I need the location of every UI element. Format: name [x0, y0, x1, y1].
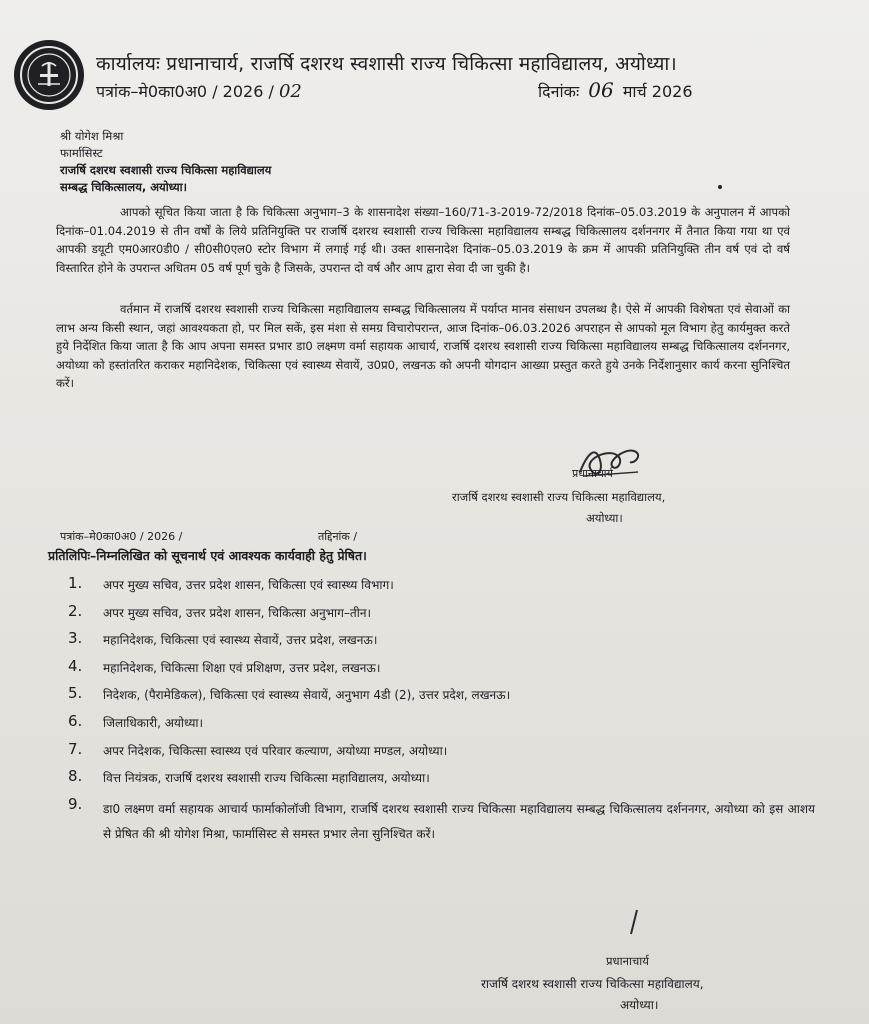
- signatory-title-2: प्रधानाचार्य: [606, 954, 649, 968]
- addressee-designation: फार्मासिस्ट: [60, 146, 103, 160]
- list-item: 2. अपर मुख्य सचिव, उत्तर प्रदेश शासन, चिकित्सा अनुभाग–तीन।: [68, 601, 372, 620]
- list-item: 8. वित्त नियंत्रक, राजर्षि दशरथ स्वशासी राज्य चिकित्सा महाविद्यालय, अयोध्या।: [68, 767, 430, 786]
- copy-reference: पत्रांक–मे0का0अ0 / 2026 /: [60, 530, 183, 543]
- office-title: कार्यालयः प्रधानाचार्य, राजर्षि दशरथ स्वशासी राज्य चिकित्सा महाविद्यालय, अयोध्या।: [96, 53, 677, 75]
- list-item: 1. अपर मुख्य सचिव, उत्तर प्रदेश शासन, चिकित्सा एवं स्वास्थ्य विभाग।: [68, 574, 394, 592]
- body-paragraph-1: आपको सूचित किया जाता है कि चिकित्सा अनुभाग–3 के शासनादेश संख्या–160/71-3-2019-72/2018 दिनांक–05.03.2019 के अनुपालन में आपको दिनांक–01.04.2019 से तीन वर्षों के लिये प्रतिनियुक्ति पर राजर्षि दशरथ स्वशासी राज्य चिकित्सा महाविद्यालय सम्बद्ध चिकित्सालय दर्शननगर में तैनात किया गया था एवं आपकी डयूटी एम0आर0डी0 / सी0सी0एल0 स्टोर विभाग में लगाई गई थी। उक्त शासनादेश दिनांक–05.03.2019 के क्रम में आपकी प्रतिनियुक्ति तीन वर्ष एवं दो वर्ष विस्तारित होने के उपरान्त अधितम 05 वर्ष पूर्ण चुके है जिसके, उपरान्त दो वर्ष और आप द्वारा सेवा दी जा चुकी है।: [56, 205, 790, 275]
- list-item: 9. डा0 लक्ष्मण वर्मा सहायक आचार्य फार्माकोलॉजी विभाग, राजर्षि दशरथ स्वशासी राज्य चिकित्सा महाविद्यालय सम्बद्ध चिकित्सालय दर्शननगर, अयोध्या को इस आशय से प्रेषित की श्री योगेश मिश्रा, फार्मासिस्ट से समस्त प्रभार लेना सुनिश्चित करें।: [68, 794, 815, 841]
- college-emblem-icon: [14, 40, 84, 110]
- date-day: 06: [588, 78, 614, 102]
- addressee-name: श्री योगेश मिश्रा: [60, 129, 124, 143]
- list-item: 3. महानिदेशक, चिकित्सा एवं स्वास्थ्य सेवायें, उत्तर प्रदेश, लखनऊ।: [68, 629, 378, 648]
- list-item: 5. निदेशक, (पैरामेडिकल), चिकित्सा एवं स्वास्थ्य सेवायें, अनुभाग 4डी (2), उत्तर प्रदेश, लखनऊ।: [68, 684, 511, 703]
- addressee-college: राजर्षि दशरथ स्वशासी राज्य चिकित्सा महाविद्यालय: [60, 163, 272, 177]
- signatory-title: प्रधानाचार्य: [572, 467, 614, 480]
- copy-heading: प्रतिलिपिः–निम्नलिखित को सूचनार्थ एवं आवश्यक कार्यवाही हेतु प्रेषित।: [48, 548, 367, 563]
- addressee-block: [60, 128, 271, 196]
- list-item: 6. जिलाधिकारी, अयोध्या।: [68, 711, 204, 730]
- reference-printed: पत्रांक–मे0का0अ0 / 2026 /: [96, 82, 274, 101]
- ink-dot: [718, 185, 722, 189]
- signatory-college: राजर्षि दशरथ स्वशासी राज्य चिकित्सा महाविद्यालय,: [452, 490, 666, 504]
- signatory-place-2: अयोध्या।: [620, 998, 659, 1012]
- list-item: 4. महानिदेशक, चिकित्सा शिक्षा एवं प्रशिक्षण, उत्तर प्रदेश, लखनऊ।: [68, 656, 381, 675]
- reference-handwritten: 02: [278, 81, 302, 102]
- signatory-place: अयोध्या।: [586, 511, 623, 525]
- letter-date: [538, 78, 693, 102]
- body-paragraph-2: वर्तमान में राजर्षि दशरथ स्वशासी राज्य चिकित्सा महाविद्यालय सम्बद्ध चिकित्सालय में पर्याप्त मानव संसाधन उपलब्ध है। ऐसे में आपकी विशेषता एवं सेवाओं का लाभ अन्य किसी स्थान, जहां आवश्यकता हो, पर मिल सकें, इस मंशा से समग्र विचारोपरान्त, आज दिनांक–06.03.2026 अपराहन से आपको मूल विभाग हेतु कार्यमुक्त करते हुये निर्देशित किया जाता है कि आप अपना समस्त प्रभार डा0 लक्ष्मण वर्मा सहायक आचार्य, राजर्षि दशरथ स्वशासी राज्य चिकित्सा महाविद्यालय सम्बद्ध चिकित्सालय दर्शननगर, अयोध्या को हस्तांतरित कराकर महानिदेशक, चिकित्सा एवं स्वास्थ्य सेवायें, उ0प्र0, लखनऊ को अपनी योगदान आख्या प्रस्तुत करते हुये उनके निर्देशानुसार कार्य करना सुनिश्चित करें।: [56, 302, 790, 391]
- date-month-year: मार्च 2026: [622, 82, 693, 101]
- signatory-college-2: राजर्षि दशरथ स्वशासी राज्य चिकित्सा महाविद्यालय,: [481, 977, 704, 991]
- addressee-hospital: सम्बद्ध चिकित्सालय, अयोध्या।: [60, 180, 188, 194]
- reference-number: [96, 80, 302, 102]
- copy-recipient-list: [60, 574, 820, 845]
- list-item: 7. अपर निदेशक, चिकित्सा स्वास्थ्य एवं परिवार कल्याण, अयोध्या मण्डल, अयोध्या।: [68, 739, 448, 758]
- copy-date: तद्दिनांक /: [318, 530, 358, 543]
- signature-stroke: [627, 908, 641, 936]
- date-label: दिनांकः: [538, 82, 580, 101]
